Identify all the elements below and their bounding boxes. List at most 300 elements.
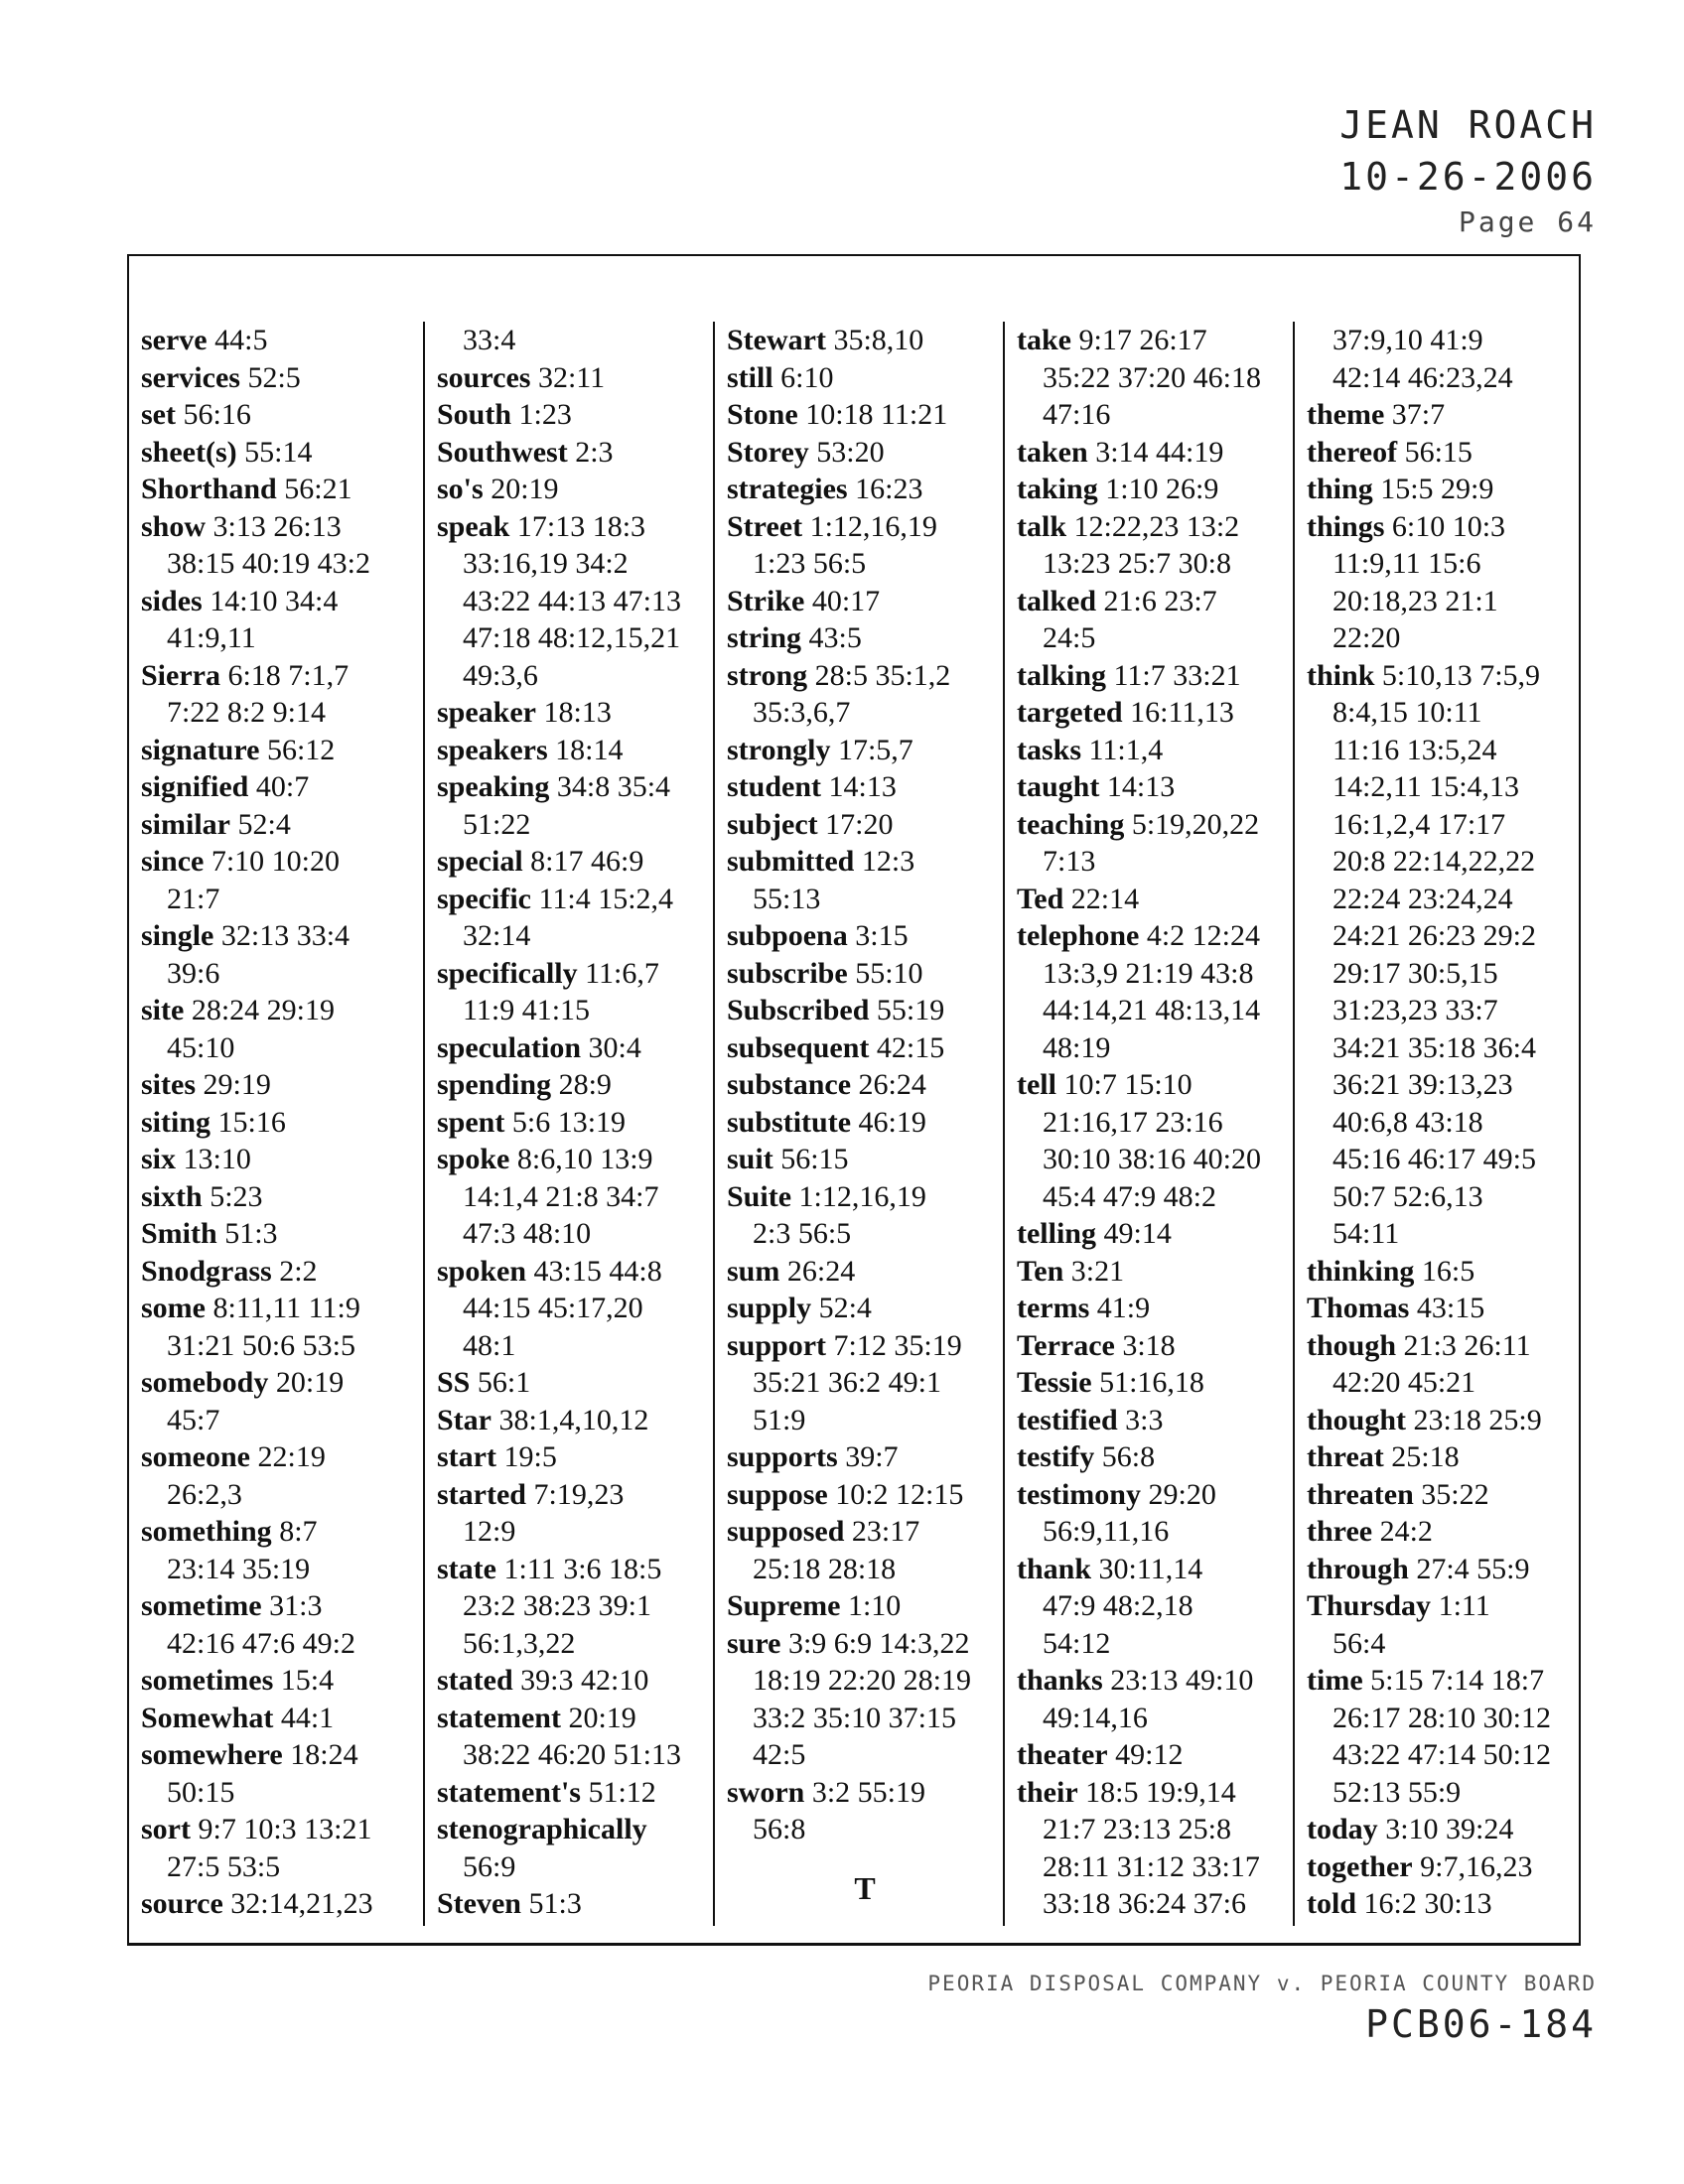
index-entry xyxy=(141,917,421,992)
index-entry xyxy=(1017,881,1293,918)
index-line xyxy=(1017,1438,1293,1476)
index-term: South xyxy=(437,398,512,431)
index-term: think xyxy=(1307,658,1375,692)
index-term: thinking xyxy=(1307,1254,1415,1288)
page-line-refs: 14:10 34:4 xyxy=(210,584,339,617)
index-entry xyxy=(141,843,421,917)
index-entry xyxy=(437,1141,703,1253)
index-line xyxy=(437,1700,703,1737)
page-line-refs: 39:3 42:10 xyxy=(520,1664,649,1697)
index-line xyxy=(437,694,703,732)
index-term: though xyxy=(1307,1328,1397,1362)
index-line xyxy=(727,806,1003,844)
page-line-refs: 42:5 xyxy=(753,1738,806,1771)
page-line-refs: 28:24 29:19 xyxy=(191,994,335,1026)
index-line xyxy=(727,694,1003,732)
page-line-refs: 46:19 xyxy=(858,1105,926,1139)
index-entry xyxy=(727,1029,1003,1067)
page-line-refs: 3:14 44:19 xyxy=(1095,435,1224,469)
index-term: Star xyxy=(437,1403,491,1436)
index-line xyxy=(1017,1662,1293,1700)
index-line xyxy=(1307,806,1579,844)
index-line xyxy=(1017,1811,1293,1848)
page-line-refs: 35:21 36:2 49:1 xyxy=(753,1366,942,1399)
index-line xyxy=(437,843,703,881)
page-line-refs: 20:18,23 21:1 xyxy=(1333,584,1498,617)
page-line-refs: 35:22 xyxy=(1421,1477,1489,1511)
page-line-refs: 11:4 15:2,4 xyxy=(538,882,674,915)
page-line-refs: 26:24 xyxy=(858,1068,926,1101)
index-line xyxy=(141,1253,421,1291)
index-entry xyxy=(437,1662,703,1700)
index-line xyxy=(141,1625,421,1663)
index-term: Strike xyxy=(727,584,805,617)
index-line xyxy=(437,1290,703,1327)
index-line xyxy=(1017,732,1293,769)
index-entry xyxy=(727,1513,1003,1587)
index-term: Storey xyxy=(727,435,809,469)
witness-name: JEAN ROACH xyxy=(1339,103,1597,147)
index-line xyxy=(437,1513,703,1551)
index-line xyxy=(1307,1141,1579,1178)
index-entry xyxy=(727,1178,1003,1253)
index-line xyxy=(437,1774,703,1812)
index-term: Steven xyxy=(437,1887,521,1920)
index-term: sixth xyxy=(141,1179,203,1213)
index-line xyxy=(1017,1774,1293,1812)
index-line xyxy=(141,806,421,844)
index-line xyxy=(727,1438,1003,1476)
index-line xyxy=(727,1513,1003,1551)
index-entry xyxy=(437,768,703,843)
index-entry xyxy=(437,1104,703,1142)
index-term: sides xyxy=(141,584,203,617)
page-line-refs: 16:11,13 xyxy=(1130,696,1234,729)
page-line-refs: 44:14,21 48:13,14 xyxy=(1043,994,1261,1026)
index-column-4 xyxy=(1003,322,1293,1926)
index-term: things xyxy=(1307,509,1385,543)
index-line xyxy=(1017,1551,1293,1588)
index-line xyxy=(141,471,421,508)
index-term: single xyxy=(141,919,214,952)
index-entry xyxy=(437,322,703,359)
page-line-refs: 43:22 44:13 47:13 xyxy=(463,584,682,617)
index-line xyxy=(727,657,1003,695)
page-line-refs: 2:2 xyxy=(279,1254,318,1288)
index-line xyxy=(1307,1625,1579,1663)
index-term: Tessie xyxy=(1017,1366,1092,1399)
page-line-refs: 32:14,21,23 xyxy=(230,1887,373,1920)
index-term: somebody xyxy=(141,1366,269,1399)
index-line xyxy=(727,1327,1003,1365)
page-line-refs: 1:23 56:5 xyxy=(753,547,867,580)
index-term: Street xyxy=(727,509,803,543)
page-line-refs: 43:15 xyxy=(1416,1292,1485,1324)
index-entry xyxy=(727,843,1003,917)
index-term: so's xyxy=(437,473,484,505)
page-line-refs: 11:9 41:15 xyxy=(463,994,591,1026)
index-entry xyxy=(727,1476,1003,1514)
index-term: testimony xyxy=(1017,1477,1141,1511)
index-line xyxy=(437,396,703,434)
index-line xyxy=(437,1327,703,1365)
index-entry xyxy=(141,359,421,397)
index-line xyxy=(141,955,421,993)
index-line xyxy=(727,1402,1003,1439)
index-line xyxy=(141,1774,421,1812)
index-entry xyxy=(437,1253,703,1365)
index-term: Subscribed xyxy=(727,994,870,1026)
index-entry xyxy=(437,1551,703,1663)
index-line xyxy=(141,992,421,1029)
index-line xyxy=(141,1327,421,1365)
index-entry xyxy=(1017,322,1293,434)
page-line-refs: 1:12,16,19 xyxy=(798,1179,926,1213)
index-term: threat xyxy=(1307,1440,1384,1473)
index-entry xyxy=(1017,1253,1293,1291)
index-term: stated xyxy=(437,1664,513,1697)
index-term: sworn xyxy=(727,1775,805,1809)
index-entry xyxy=(437,843,703,881)
page-line-refs: 17:5,7 xyxy=(837,733,913,766)
index-entry xyxy=(437,1774,703,1812)
index-entry xyxy=(1307,1327,1579,1402)
index-term: Sierra xyxy=(141,658,220,692)
index-line xyxy=(1017,694,1293,732)
index-term: sometime xyxy=(141,1589,262,1622)
index-line xyxy=(1017,1587,1293,1625)
index-term: some xyxy=(141,1292,206,1324)
index-term: teaching xyxy=(1017,807,1125,841)
page-line-refs: 30:4 xyxy=(588,1030,641,1064)
page-line-refs: 35:8,10 xyxy=(833,324,924,356)
page-line-refs: 49:12 xyxy=(1115,1738,1184,1771)
page-line-refs: 16:5 xyxy=(1421,1254,1475,1288)
index-line xyxy=(437,1104,703,1142)
index-entry xyxy=(1307,1662,1579,1811)
index-line xyxy=(727,471,1003,508)
index-entry xyxy=(727,1625,1003,1774)
index-line xyxy=(1017,1290,1293,1327)
index-entry xyxy=(141,1736,421,1811)
index-line xyxy=(1307,1662,1579,1700)
index-line xyxy=(141,322,421,359)
index-term: signature xyxy=(141,733,260,766)
index-line xyxy=(1017,1178,1293,1216)
index-term: subject xyxy=(727,807,818,841)
index-line xyxy=(1017,1066,1293,1104)
index-line xyxy=(727,843,1003,881)
index-line xyxy=(437,583,703,620)
page-line-refs: 28:11 31:12 33:17 xyxy=(1043,1849,1260,1883)
page-line-refs: 11:6,7 xyxy=(585,956,659,990)
index-line xyxy=(727,1476,1003,1514)
index-term: three xyxy=(1307,1515,1373,1548)
page-line-refs: 23:13 49:10 xyxy=(1110,1664,1254,1697)
index-term: telling xyxy=(1017,1217,1096,1250)
page-line-refs: 21:3 26:11 xyxy=(1403,1328,1531,1362)
page-line-refs: 2:3 56:5 xyxy=(753,1217,852,1250)
index-entry xyxy=(727,1290,1003,1327)
index-entry xyxy=(437,508,703,695)
index-term: speculation xyxy=(437,1030,582,1064)
page-line-refs: 56:9,11,16 xyxy=(1043,1515,1170,1548)
page-line-refs: 44:15 45:17,20 xyxy=(463,1292,643,1324)
index-line xyxy=(141,508,421,546)
index-line xyxy=(141,732,421,769)
page-line-refs: 41:9,11 xyxy=(167,621,256,654)
page-line-refs: 26:17 28:10 30:12 xyxy=(1333,1701,1552,1734)
page-line-refs: 16:1,2,4 17:17 xyxy=(1333,807,1506,841)
page-line-refs: 39:6 xyxy=(167,956,220,990)
index-line xyxy=(727,732,1003,769)
page-line-refs: 8:4,15 10:11 xyxy=(1333,696,1482,729)
index-line xyxy=(437,955,703,993)
page-line-refs: 54:11 xyxy=(1333,1217,1400,1250)
page-line-refs: 22:19 xyxy=(257,1440,326,1473)
page-line-refs: 13:23 25:7 30:8 xyxy=(1043,547,1232,580)
index-term: taken xyxy=(1017,435,1088,469)
page-line-refs: 51:3 xyxy=(528,1887,582,1920)
page-line-refs: 3:21 xyxy=(1070,1254,1125,1288)
page-line-refs: 56:15 xyxy=(1404,435,1473,469)
index-line xyxy=(727,1736,1003,1774)
index-entry xyxy=(1017,1066,1293,1215)
page-line-refs: 51:22 xyxy=(463,807,531,841)
index-entry xyxy=(141,434,421,472)
page-line-refs: 20:19 xyxy=(568,1701,636,1734)
index-entry xyxy=(1017,768,1293,806)
index-term: supports xyxy=(727,1440,838,1473)
index-entry xyxy=(727,619,1003,657)
page-line-refs: 47:9 48:2,18 xyxy=(1043,1589,1193,1622)
index-entry xyxy=(141,1290,421,1364)
page-line-refs: 1:12,16,19 xyxy=(809,509,937,543)
index-term: told xyxy=(1307,1887,1357,1920)
page-line-refs: 42:16 47:6 49:2 xyxy=(167,1626,356,1660)
index-line xyxy=(1307,1029,1579,1067)
index-line xyxy=(1307,1587,1579,1625)
index-term: suit xyxy=(727,1143,773,1175)
index-line xyxy=(727,917,1003,955)
index-line xyxy=(1017,434,1293,472)
page-line-refs: 43:5 xyxy=(808,621,862,654)
index-entry xyxy=(1307,1811,1579,1848)
page-line-refs: 17:13 18:3 xyxy=(516,509,646,543)
index-entry xyxy=(1307,1885,1579,1923)
index-entry xyxy=(1017,732,1293,769)
page-line-refs: 37:9,10 41:9 xyxy=(1333,324,1483,356)
index-line xyxy=(1017,806,1293,844)
index-entry xyxy=(727,1253,1003,1291)
index-line xyxy=(727,1290,1003,1327)
index-line xyxy=(1307,1476,1579,1514)
page-line-refs: 1:23 xyxy=(518,398,572,431)
index-entry xyxy=(141,1364,421,1438)
index-line xyxy=(437,359,703,397)
index-term: spending xyxy=(437,1068,552,1101)
index-entry xyxy=(437,396,703,434)
index-term: taught xyxy=(1017,770,1100,803)
index-entry xyxy=(141,583,421,657)
index-line xyxy=(727,545,1003,583)
page-line-refs: 44:5 xyxy=(214,324,268,356)
index-term: Thursday xyxy=(1307,1589,1432,1622)
index-entry xyxy=(727,1104,1003,1142)
index-term: sites xyxy=(141,1068,196,1101)
page-line-refs: 1:10 26:9 xyxy=(1105,473,1219,505)
page-line-refs: 10:7 15:10 xyxy=(1063,1068,1193,1101)
index-entry xyxy=(727,396,1003,434)
index-line xyxy=(437,1736,703,1774)
index-term: student xyxy=(727,770,822,803)
page-line-refs: 31:3 xyxy=(269,1589,323,1622)
index-line xyxy=(1307,843,1579,881)
index-entry xyxy=(1307,508,1579,657)
index-term: specifically xyxy=(437,956,578,990)
page-line-refs: 51:3 xyxy=(224,1217,278,1250)
page-line-refs: 15:5 29:9 xyxy=(1380,473,1494,505)
page-line-refs: 6:10 10:3 xyxy=(1391,509,1506,543)
page-line-refs: 5:19,20,22 xyxy=(1131,807,1260,841)
index-entry xyxy=(1017,1402,1293,1439)
index-term: someone xyxy=(141,1440,250,1473)
index-line xyxy=(727,1662,1003,1700)
index-term: strongly xyxy=(727,733,831,766)
index-entry xyxy=(1017,1476,1293,1551)
index-term: signified xyxy=(141,770,249,803)
index-term: submitted xyxy=(727,845,855,878)
page-line-refs: 34:8 35:4 xyxy=(556,770,671,803)
page-line-refs: 40:6,8 43:18 xyxy=(1333,1105,1483,1139)
page-line-refs: 7:22 8:2 9:14 xyxy=(167,696,327,729)
index-term: sure xyxy=(727,1626,781,1660)
index-entry xyxy=(1307,1402,1579,1439)
index-line xyxy=(1017,1736,1293,1774)
index-entry xyxy=(141,1662,421,1700)
index-entry xyxy=(1017,917,1293,1066)
index-line xyxy=(1307,1215,1579,1253)
index-entry xyxy=(141,1253,421,1291)
index-line xyxy=(727,434,1003,472)
index-line xyxy=(437,1066,703,1104)
index-line xyxy=(1017,1700,1293,1737)
index-term: time xyxy=(1307,1664,1363,1697)
index-term: tell xyxy=(1017,1068,1056,1101)
index-line xyxy=(437,1178,703,1216)
page-line-refs: 5:6 13:19 xyxy=(511,1105,627,1139)
index-line xyxy=(727,955,1003,993)
index-term: Thomas xyxy=(1307,1292,1410,1324)
page-line-refs: 48:19 xyxy=(1043,1030,1111,1064)
index-line xyxy=(437,768,703,806)
index-line xyxy=(1307,657,1579,695)
page-line-refs: 9:17 26:17 xyxy=(1078,324,1207,356)
page-line-refs: 29:19 xyxy=(203,1068,271,1101)
page-line-refs: 40:7 xyxy=(255,770,310,803)
index-term: something xyxy=(141,1515,272,1548)
index-term: Shorthand xyxy=(141,473,277,505)
index-line xyxy=(437,1476,703,1514)
index-line xyxy=(141,1700,421,1737)
index-line xyxy=(141,1104,421,1142)
index-line xyxy=(437,992,703,1029)
page-number: Page 64 xyxy=(1458,205,1597,238)
index-line xyxy=(1017,1104,1293,1142)
index-term: support xyxy=(727,1328,827,1362)
page-line-refs: 33:4 xyxy=(463,324,516,356)
page-line-refs: 23:14 35:19 xyxy=(167,1552,311,1585)
page-line-refs: 22:24 23:24,24 xyxy=(1333,882,1513,915)
index-term: talk xyxy=(1017,509,1067,543)
index-term: targeted xyxy=(1017,696,1123,729)
page-line-refs: 40:17 xyxy=(811,584,881,617)
page-line-refs: 56:8 xyxy=(753,1813,806,1845)
index-term: Southwest xyxy=(437,435,568,469)
page-footer xyxy=(927,1968,1597,2049)
index-line xyxy=(437,1438,703,1476)
page-header xyxy=(1339,99,1597,242)
index-line xyxy=(437,1141,703,1178)
index-entry xyxy=(1017,1364,1293,1402)
page-line-refs: 35:3,6,7 xyxy=(753,696,851,729)
index-term: strong xyxy=(727,658,808,692)
index-line xyxy=(141,1141,421,1178)
index-line xyxy=(727,992,1003,1029)
index-entry xyxy=(141,1587,421,1662)
index-term: specific xyxy=(437,882,531,915)
page-line-refs: 34:21 35:18 36:4 xyxy=(1333,1030,1537,1064)
page-line-refs: 3:18 xyxy=(1122,1328,1176,1362)
index-line xyxy=(141,1587,421,1625)
index-entry xyxy=(1017,1438,1293,1476)
index-entry xyxy=(141,396,421,434)
index-line xyxy=(437,1587,703,1625)
index-line xyxy=(1017,955,1293,993)
index-line xyxy=(1017,1029,1293,1067)
page-line-refs: 12:22,23 13:2 xyxy=(1073,509,1240,543)
page-line-refs: 5:10,13 7:5,9 xyxy=(1381,658,1541,692)
index-term: Snodgrass xyxy=(141,1254,272,1288)
index-line xyxy=(727,1364,1003,1402)
page-line-refs: 30:10 38:16 40:20 xyxy=(1043,1143,1262,1175)
index-entry xyxy=(1307,1253,1579,1291)
deposition-date: 10-26-2006 xyxy=(1339,155,1597,199)
page-line-refs: 11:9,11 15:6 xyxy=(1333,547,1481,580)
page-line-refs: 16:2 30:13 xyxy=(1363,1887,1492,1920)
index-line xyxy=(727,1551,1003,1588)
index-line xyxy=(1017,471,1293,508)
index-line xyxy=(1017,1141,1293,1178)
index-line xyxy=(1307,1364,1579,1402)
index-line xyxy=(1307,471,1579,508)
index-entry xyxy=(1017,1290,1293,1327)
index-entry xyxy=(727,768,1003,806)
page-line-refs: 42:15 xyxy=(876,1030,945,1064)
index-line xyxy=(1017,322,1293,359)
index-line xyxy=(1307,955,1579,993)
index-line xyxy=(1017,396,1293,434)
index-term: Stewart xyxy=(727,324,826,356)
index-line xyxy=(1017,508,1293,546)
page-line-refs: 14:13 xyxy=(1106,770,1176,803)
page-line-refs: 1:10 xyxy=(847,1589,902,1622)
index-entry xyxy=(727,359,1003,397)
page-line-refs: 19:5 xyxy=(503,1440,557,1473)
index-line xyxy=(141,1513,421,1551)
page-line-refs: 25:18 xyxy=(1391,1440,1460,1473)
index-line xyxy=(437,1215,703,1253)
